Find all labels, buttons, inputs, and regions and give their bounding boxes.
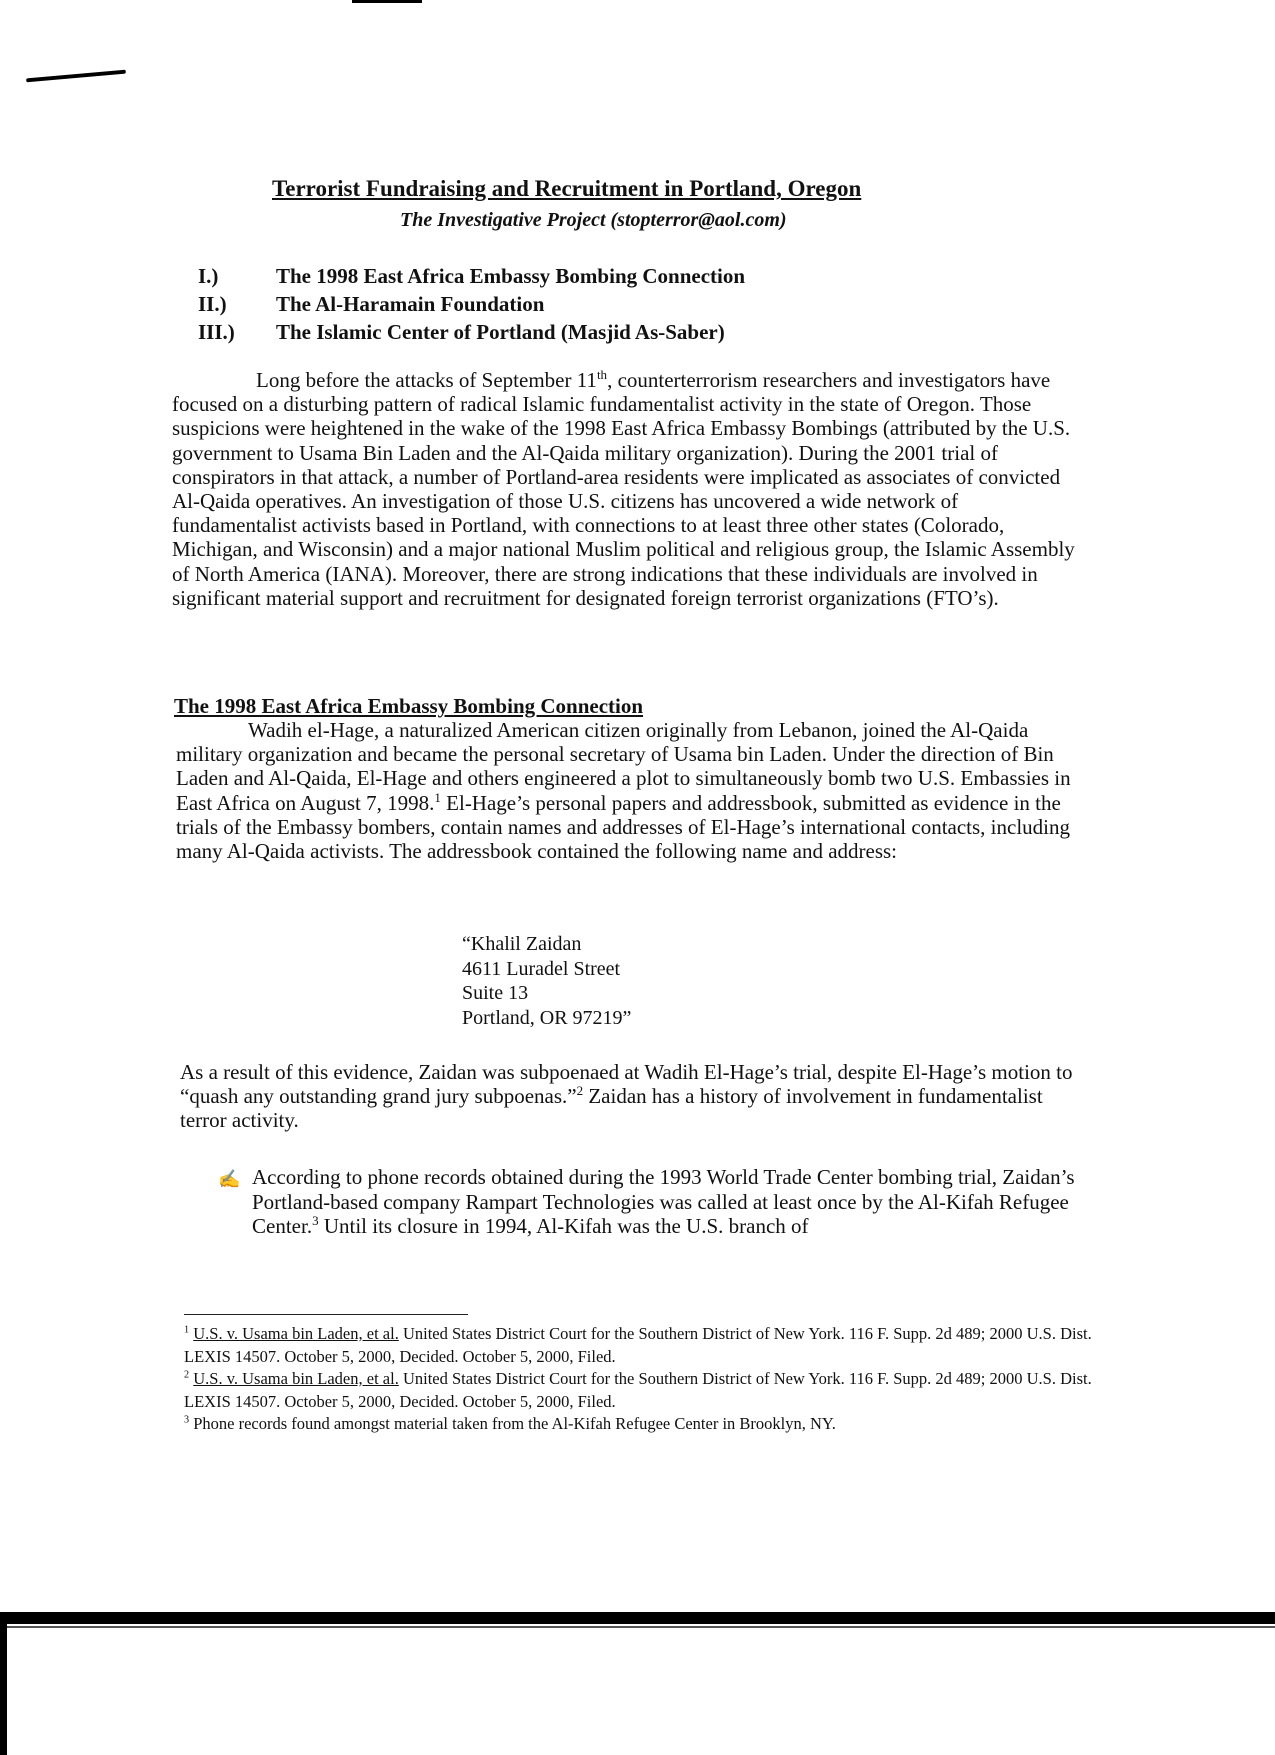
- toc-number: II.): [198, 292, 227, 316]
- document-title: Terrorist Fundraising and Recruitment in Portland, Oregon: [272, 176, 862, 201]
- footnote-text: Phone records found amongst material taken from the Al-Kifah Refugee Center in Brooklyn, NY.: [193, 1414, 836, 1433]
- bullet-text-b: Until its closure in 1994, Al-Kifah was the U.S. branch of: [318, 1214, 809, 1239]
- scan-left-edge: [0, 1612, 7, 1755]
- section-text-b: El-Hage’s personal papers and addressbook, submitted as evidence in the trials of the Embassy bombers, contain names and addresses of El-Hage’s international contacts, including many Al-Qaida activists. The addressbook contained the following name and address:: [176, 790, 1071, 864]
- footnote-text: United States District Court for the Southern District of New York. 116 F. Supp. 2d 489; 2000 U.S. Dist. LEXIS 14507. October 5, 2000, Decided. October 5, 2000, Filed.: [184, 1369, 1092, 1411]
- section-text-a: Wadih el-Hage, a naturalized American citizen originally from Lebanon, joined the Al-Qaida military organization and became the personal secretary of Usama bin Laden. Under the direction of Bin Laden and Al-Qaida, El-Hage and others engineered a plot to simultaneously bomb two U.S. Embassies in East Africa on August 7, 1998.: [176, 718, 1071, 815]
- footnote-case: U.S. v. Usama bin Laden, et al.: [193, 1369, 399, 1388]
- section-heading: The 1998 East Africa Embassy Bombing Connection: [174, 694, 644, 718]
- footnote-ref-1: 1: [434, 789, 441, 805]
- footnote: [184, 1323, 1094, 1368]
- writing-hand-icon: ✍: [218, 1169, 241, 1189]
- footnote-number: 1: [184, 1324, 190, 1336]
- address-line: “Khalil Zaidan: [462, 933, 582, 955]
- toc-item: [198, 292, 745, 320]
- result-text-a: As a result of this evidence, Zaidan was subpoenaed at Wadih El-Hage’s trial, despite El-Hage’s motion to “quash any outstanding grand jury subpoenas.”: [180, 1060, 1073, 1109]
- footnote-case: U.S. v. Usama bin Laden, et al.: [193, 1324, 399, 1343]
- toc-label: The Al-Haramain Foundation: [276, 292, 545, 316]
- footnote: [184, 1368, 1094, 1413]
- intro-lead: Long before the attacks of September 11: [256, 368, 597, 392]
- footnote-text: United States District Court for the Southern District of New York. 116 F. Supp. 2d 489; 2000 U.S. Dist. LEXIS 14507. October 5, 2000, Decided. October 5, 2000, Filed.: [184, 1324, 1092, 1366]
- address-line: Suite 13: [462, 982, 529, 1004]
- footnotes: [184, 1323, 1094, 1436]
- toc-label: The 1998 East Africa Embassy Bombing Connection: [276, 264, 746, 288]
- bullet-text: [252, 1165, 1087, 1239]
- section-paragraph: [176, 718, 1081, 863]
- result-paragraph: [180, 1060, 1085, 1133]
- footnote-number: 3: [184, 1414, 190, 1426]
- bullet-text-a: According to phone records obtained during the 1993 World Trade Center bombing trial, Zaidan’s Portland-based company Rampart Technologies was called at least once by the Al-Kifah Refugee Center.: [252, 1165, 1075, 1239]
- footnote-divider: [184, 1314, 468, 1315]
- toc-number: III.): [198, 320, 235, 344]
- intro-paragraph: [172, 368, 1087, 610]
- scan-bottom-bar: [0, 1612, 1275, 1624]
- scan-mark-top: [352, 0, 422, 3]
- scan-mark-left: [26, 70, 126, 83]
- toc-label: The Islamic Center of Portland (Masjid As-Saber): [276, 320, 725, 344]
- footnote-number: 2: [184, 1369, 190, 1381]
- toc-item: [198, 320, 745, 348]
- intro-superscript: th: [596, 367, 608, 382]
- footnote-ref-3: 3: [312, 1213, 319, 1229]
- result-text-b: Zaidan has a history of involvement in fundamentalist terror activity.: [180, 1084, 1043, 1133]
- footnote: [184, 1413, 1094, 1436]
- document-subtitle: The Investigative Project (stopterror@aol.com): [400, 209, 787, 231]
- address-line: 4611 Luradel Street: [462, 957, 621, 980]
- toc-item: [198, 264, 745, 292]
- footnote-ref-2: 2: [576, 1083, 584, 1099]
- table-of-contents: [198, 264, 745, 348]
- address-block: [462, 932, 631, 1030]
- address-line: Portland, OR 97219”: [462, 1006, 632, 1029]
- intro-rest: , counterterrorism researchers and investigators have focused on a disturbing pattern of radical Islamic fundamentalist activity in the state of Oregon. Those suspicions were heightened in the wake of the 1998 East Africa Embassy Bombings (attributed by the U.S. government to Usama Bin Laden and the Al-Qaida military organization). During the 2001 trial of conspirators in that attack, a number of Portland-area residents were implicated as associates of convicted Al-Qaida operatives. An investigation of those U.S. citizens has uncovered a wide network of fundamentalist activists based in Portland, with connections to at least three other states (Colorado, Michigan, and Wisconsin) and a major national Muslim political and religious group, the Islamic Assembly of North America (IANA). Moreover, there are strong indications that these individuals are involved in significant material support and recruitment for designated foreign terrorist organizations (FTO’s).: [172, 368, 1075, 610]
- scan-bottom-bar-edge: [0, 1626, 1275, 1628]
- toc-number: I.): [198, 264, 219, 288]
